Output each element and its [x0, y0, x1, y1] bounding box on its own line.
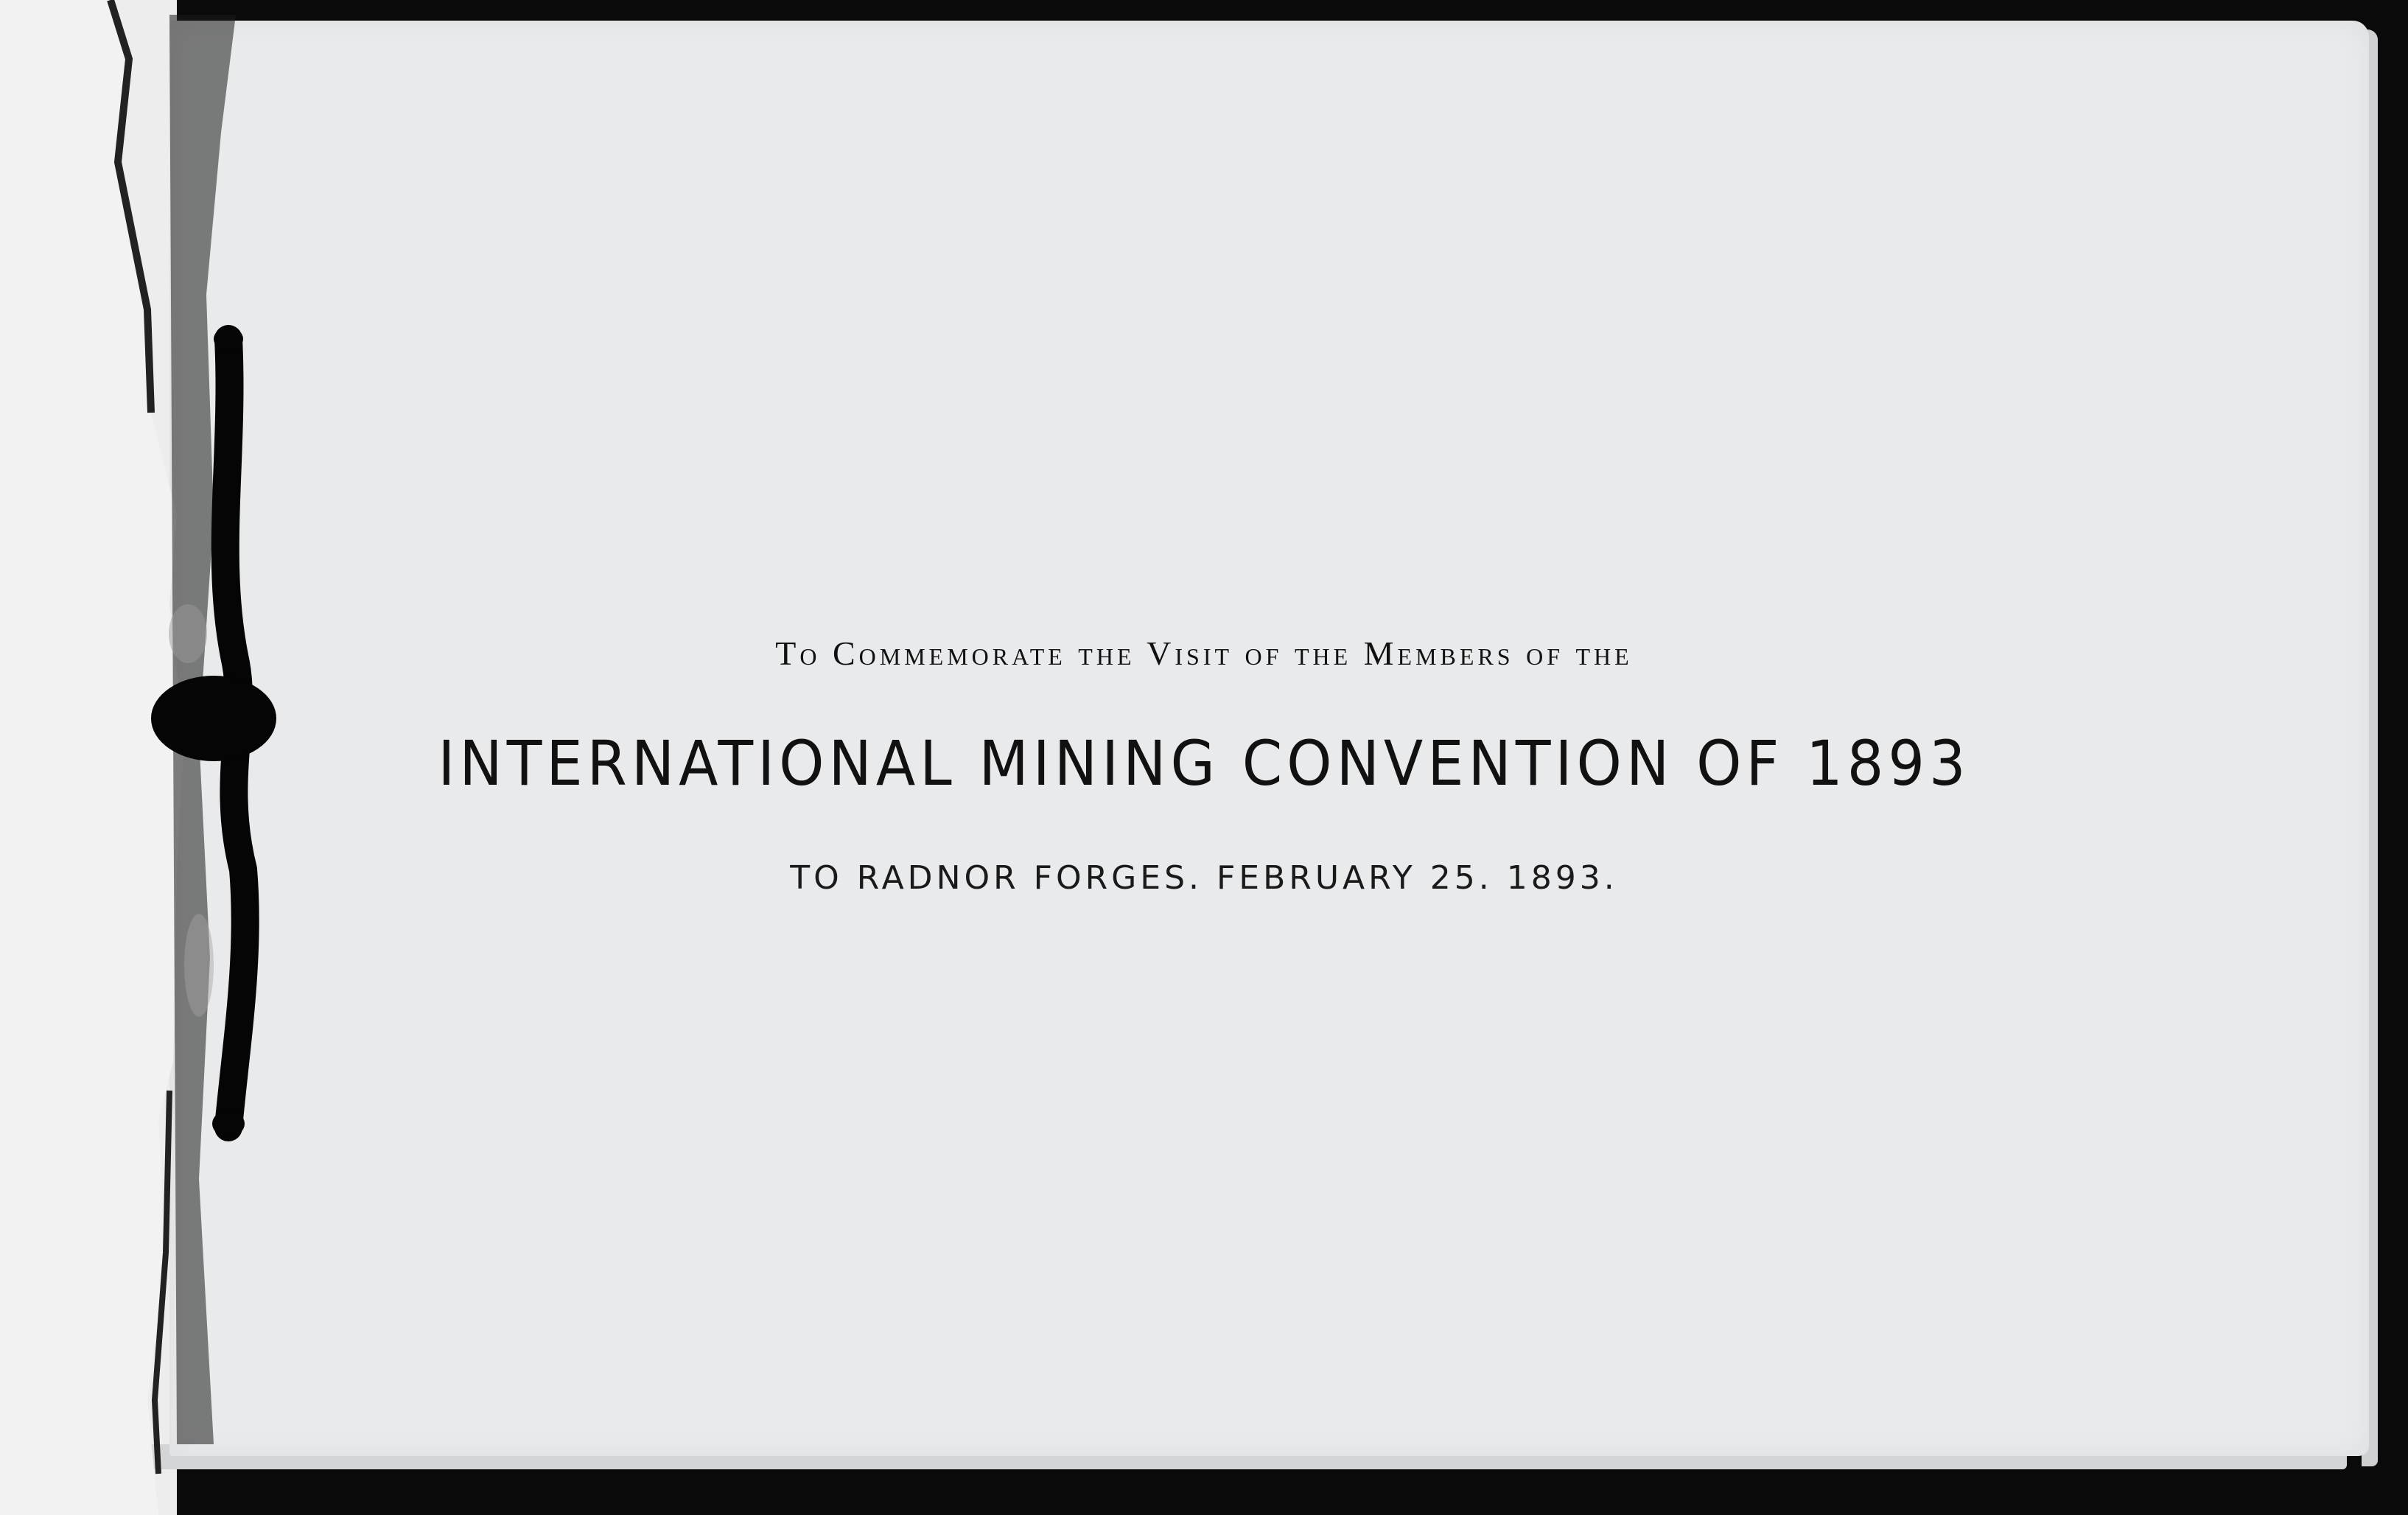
title-line: INTERNATIONAL MINING CONVENTION OF 1893: [438, 728, 1970, 800]
subtitle-line: TO RADNOR FORGES. FEBRUARY 25. 1893.: [790, 859, 1618, 897]
binding-hole-bottom: [212, 1110, 245, 1137]
smudge-2: [184, 914, 214, 1017]
binding-hole-top: [214, 327, 243, 351]
dedication-line: To Commemorate the Visit of the Members of the: [775, 634, 1633, 672]
